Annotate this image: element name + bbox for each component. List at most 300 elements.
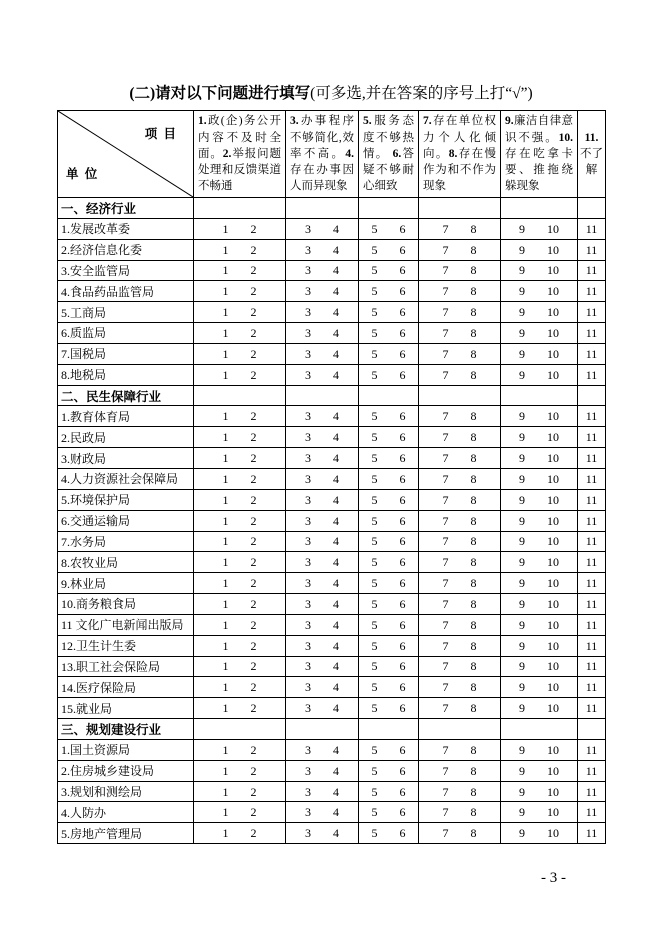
option-number: 9 — [519, 555, 525, 570]
option-pair — [286, 660, 358, 672]
option-cell — [286, 468, 359, 489]
option-pair — [419, 431, 500, 443]
option-pair — [578, 702, 605, 714]
option-number: 7 — [442, 742, 449, 757]
option-pair — [501, 285, 577, 297]
option-cell — [194, 489, 286, 510]
option-cell — [501, 218, 578, 239]
option-number: 1 — [222, 242, 229, 257]
unit-row — [58, 573, 606, 594]
option-pair — [286, 223, 358, 235]
unit-row — [58, 698, 606, 719]
option-cell — [286, 698, 359, 719]
option-number: 3 — [305, 784, 311, 799]
option-cell — [194, 698, 286, 719]
option-cell — [286, 552, 359, 573]
option-number: 8 — [470, 325, 477, 340]
empty-cell — [359, 719, 419, 740]
option-number: 7 — [442, 242, 449, 257]
option-number: 4 — [333, 409, 339, 424]
option-pair — [286, 786, 358, 798]
option-pair — [419, 640, 500, 652]
option-cell — [194, 406, 286, 427]
section-row — [58, 198, 606, 219]
option-number: 7 — [442, 534, 449, 549]
option-cell — [501, 594, 578, 615]
option-cell — [286, 302, 359, 323]
option-cell — [359, 302, 419, 323]
column-header-4: 7.存在单位权力个人化倾向。8.存在慢作为和不作为现象 — [419, 111, 501, 198]
option-pair — [286, 577, 358, 589]
option-cell — [286, 760, 359, 781]
option-number: 1 — [222, 492, 229, 507]
option-pair — [578, 765, 605, 777]
option-pair — [578, 452, 605, 464]
option-cell — [419, 739, 501, 760]
option-cell — [578, 698, 606, 719]
option-number: 10 — [547, 346, 559, 361]
option-cell — [578, 343, 606, 364]
option-cell — [286, 239, 359, 260]
unit-cell: 5.工商局 — [58, 302, 194, 323]
option-number: 8 — [470, 742, 477, 757]
unit-row — [58, 364, 606, 385]
option-cell — [286, 448, 359, 469]
option-number: 3 — [305, 596, 311, 611]
option-number: 10 — [547, 617, 559, 632]
option-pair — [194, 619, 285, 631]
option-number: 2 — [250, 534, 257, 549]
option-pair — [501, 640, 577, 652]
option-number: 11 — [585, 680, 598, 695]
column-header-1: 1.政(企)务公开内容不及时全面。2.举报问题处理和反馈渠道不畅通 — [194, 111, 286, 198]
option-number: 9 — [519, 367, 525, 382]
option-cell — [578, 635, 606, 656]
option-pair — [501, 410, 577, 422]
option-number: 9 — [519, 513, 525, 528]
option-number: 9 — [519, 576, 525, 591]
option-cell — [194, 739, 286, 760]
option-number: 4 — [333, 263, 339, 278]
option-pair — [501, 744, 577, 756]
empty-cell — [194, 385, 286, 406]
option-number: 1 — [222, 596, 229, 611]
option-pair — [194, 535, 285, 547]
unit-cell: 1.发展改革委 — [58, 218, 194, 239]
option-cell — [419, 468, 501, 489]
option-number: 2 — [250, 492, 257, 507]
empty-cell — [286, 385, 359, 406]
option-cell — [359, 468, 419, 489]
option-cell — [578, 656, 606, 677]
option-cell — [359, 510, 419, 531]
option-number: 10 — [547, 284, 559, 299]
option-pair — [194, 264, 285, 276]
option-pair — [419, 619, 500, 631]
option-cell — [286, 218, 359, 239]
option-pair — [286, 556, 358, 568]
option-number: 9 — [519, 284, 525, 299]
option-cell — [194, 239, 286, 260]
option-number: 10 — [547, 305, 559, 320]
option-pair — [578, 556, 605, 568]
option-cell — [419, 635, 501, 656]
option-cell — [359, 614, 419, 635]
option-number: 5 — [371, 242, 378, 257]
unit-cell: 8.地税局 — [58, 364, 194, 385]
option-number: 7 — [442, 555, 449, 570]
option-number: 3 — [305, 513, 311, 528]
option-cell — [286, 281, 359, 302]
option-number: 5 — [371, 596, 378, 611]
option-number: 1 — [222, 555, 229, 570]
option-pair — [194, 786, 285, 798]
option-cell — [194, 802, 286, 823]
option-number: 7 — [442, 409, 449, 424]
option-number: 3 — [305, 701, 311, 716]
option-number: 1 — [222, 430, 229, 445]
option-number: 5 — [371, 367, 378, 382]
option-number: 5 — [371, 555, 378, 570]
option-cell — [359, 781, 419, 802]
option-number: 7 — [442, 680, 449, 695]
option-pair — [194, 452, 285, 464]
option-pair — [359, 515, 418, 527]
option-number: 4 — [333, 534, 339, 549]
option-cell — [359, 656, 419, 677]
option-number: 11 — [585, 701, 598, 716]
option-number: 2 — [250, 784, 257, 799]
option-pair — [501, 515, 577, 527]
option-number: 3 — [305, 680, 311, 695]
option-number: 4 — [333, 305, 339, 320]
option-number: 6 — [399, 305, 406, 320]
option-cell — [501, 343, 578, 364]
option-pair — [194, 327, 285, 339]
option-number: 5 — [371, 409, 378, 424]
option-number: 5 — [371, 284, 378, 299]
option-pair — [194, 306, 285, 318]
option-pair — [194, 681, 285, 693]
option-number: 9 — [519, 826, 525, 841]
option-pair — [286, 681, 358, 693]
option-pair — [419, 598, 500, 610]
option-pair — [419, 410, 500, 422]
unit-cell: 12.卫生计生委 — [58, 635, 194, 656]
option-cell — [578, 760, 606, 781]
option-number: 10 — [547, 659, 559, 674]
option-pair — [286, 515, 358, 527]
option-number: 7 — [442, 784, 449, 799]
option-number: 4 — [333, 284, 339, 299]
unit-row — [58, 552, 606, 573]
option-number: 3 — [305, 826, 311, 841]
option-cell — [359, 489, 419, 510]
option-pair — [359, 410, 418, 422]
option-number: 10 — [547, 471, 559, 486]
option-cell — [359, 677, 419, 698]
option-pair — [578, 598, 605, 610]
option-pair — [194, 369, 285, 381]
option-cell — [286, 781, 359, 802]
option-number: 4 — [333, 617, 339, 632]
option-cell — [359, 573, 419, 594]
option-cell — [286, 260, 359, 281]
option-number: 10 — [547, 826, 559, 841]
unit-row — [58, 510, 606, 531]
option-pair — [501, 577, 577, 589]
empty-cell — [501, 385, 578, 406]
option-number: 1 — [222, 763, 229, 778]
title-main: (二)请对以下问题进行填写 — [129, 85, 311, 102]
option-pair — [194, 702, 285, 714]
option-number: 8 — [470, 576, 477, 591]
option-number: 8 — [470, 367, 477, 382]
option-number: 10 — [547, 742, 559, 757]
option-number: 3 — [305, 805, 311, 820]
option-number: 2 — [250, 701, 257, 716]
unit-row — [58, 448, 606, 469]
option-number: 10 — [547, 784, 559, 799]
option-pair — [501, 327, 577, 339]
option-cell — [359, 427, 419, 448]
option-cell — [578, 594, 606, 615]
option-number: 4 — [333, 430, 339, 445]
option-pair — [501, 431, 577, 443]
option-pair — [419, 473, 500, 485]
option-cell — [419, 614, 501, 635]
option-pair — [578, 681, 605, 693]
option-number: 6 — [399, 346, 406, 361]
option-pair — [359, 452, 418, 464]
option-pair — [501, 244, 577, 256]
option-number: 1 — [222, 617, 229, 632]
option-number: 1 — [222, 471, 229, 486]
unit-cell: 2.住房城乡建设局 — [58, 760, 194, 781]
empty-cell — [501, 198, 578, 219]
empty-cell — [419, 385, 501, 406]
option-pair — [359, 556, 418, 568]
option-cell — [194, 448, 286, 469]
option-number: 6 — [399, 617, 406, 632]
option-number: 11 — [585, 513, 598, 528]
option-number: 5 — [371, 263, 378, 278]
option-number: 2 — [250, 284, 257, 299]
option-pair — [286, 327, 358, 339]
option-number: 11 — [585, 555, 598, 570]
option-cell — [578, 614, 606, 635]
option-cell — [419, 260, 501, 281]
option-pair — [194, 223, 285, 235]
option-cell — [286, 739, 359, 760]
option-number: 2 — [250, 763, 257, 778]
option-pair — [359, 786, 418, 798]
option-number: 9 — [519, 305, 525, 320]
empty-cell — [578, 385, 606, 406]
option-pair — [194, 473, 285, 485]
option-number: 5 — [371, 513, 378, 528]
option-number: 9 — [519, 784, 525, 799]
option-pair — [578, 744, 605, 756]
option-number: 1 — [222, 659, 229, 674]
section-title-cell: 三、规划建设行业 — [58, 719, 194, 740]
option-cell — [501, 468, 578, 489]
option-pair — [419, 452, 500, 464]
option-number: 11 — [585, 784, 598, 799]
option-cell — [419, 573, 501, 594]
option-number: 10 — [547, 763, 559, 778]
option-number: 7 — [442, 596, 449, 611]
option-pair — [501, 264, 577, 276]
option-number: 6 — [399, 492, 406, 507]
option-pair — [578, 285, 605, 297]
option-number: 9 — [519, 638, 525, 653]
option-number: 6 — [399, 534, 406, 549]
option-pair — [194, 744, 285, 756]
option-number: 10 — [547, 638, 559, 653]
option-number: 5 — [371, 430, 378, 445]
option-cell — [359, 635, 419, 656]
option-cell — [578, 677, 606, 698]
option-pair — [194, 348, 285, 360]
option-number: 3 — [305, 534, 311, 549]
option-pair — [194, 806, 285, 818]
survey-table — [57, 110, 606, 844]
option-cell — [419, 281, 501, 302]
option-cell — [359, 531, 419, 552]
option-pair — [194, 598, 285, 610]
option-number: 9 — [519, 492, 525, 507]
option-number: 7 — [442, 430, 449, 445]
unit-cell: 2.经济信息化委 — [58, 239, 194, 260]
option-number: 5 — [371, 701, 378, 716]
option-number: 10 — [547, 367, 559, 382]
option-cell — [501, 823, 578, 844]
option-number: 6 — [399, 742, 406, 757]
option-pair — [359, 348, 418, 360]
unit-row — [58, 260, 606, 281]
option-cell — [194, 552, 286, 573]
option-number: 2 — [250, 826, 257, 841]
option-pair — [359, 619, 418, 631]
option-number: 10 — [547, 596, 559, 611]
option-number: 5 — [371, 305, 378, 320]
option-pair — [194, 410, 285, 422]
option-pair — [501, 494, 577, 506]
option-number: 2 — [250, 242, 257, 257]
option-number: 3 — [305, 555, 311, 570]
option-number: 9 — [519, 221, 525, 236]
option-pair — [359, 535, 418, 547]
option-cell — [501, 614, 578, 635]
option-cell — [194, 302, 286, 323]
option-number: 3 — [305, 617, 311, 632]
option-pair — [578, 535, 605, 547]
unit-cell: 4.人力资源社会保障局 — [58, 468, 194, 489]
option-number: 8 — [470, 784, 477, 799]
option-cell — [359, 698, 419, 719]
option-cell — [359, 802, 419, 823]
option-number: 2 — [250, 409, 257, 424]
option-number: 11 — [585, 576, 598, 591]
option-cell — [419, 302, 501, 323]
option-number: 9 — [519, 534, 525, 549]
option-pair — [359, 577, 418, 589]
option-number: 7 — [442, 576, 449, 591]
option-pair — [286, 640, 358, 652]
option-number: 6 — [399, 576, 406, 591]
option-number: 8 — [470, 659, 477, 674]
option-number: 4 — [333, 763, 339, 778]
option-cell — [359, 343, 419, 364]
option-cell — [419, 510, 501, 531]
option-number: 2 — [250, 451, 257, 466]
option-cell — [286, 531, 359, 552]
unit-row — [58, 531, 606, 552]
option-pair — [501, 348, 577, 360]
unit-row — [58, 323, 606, 344]
option-number: 5 — [371, 805, 378, 820]
option-number: 8 — [470, 242, 477, 257]
option-number: 1 — [222, 680, 229, 695]
option-cell — [359, 823, 419, 844]
option-cell — [419, 656, 501, 677]
option-number: 2 — [250, 430, 257, 445]
option-number: 4 — [333, 367, 339, 382]
option-pair — [419, 577, 500, 589]
unit-cell: 5.环境保护局 — [58, 489, 194, 510]
option-cell — [286, 677, 359, 698]
option-number: 1 — [222, 346, 229, 361]
option-cell — [419, 760, 501, 781]
option-number: 8 — [470, 430, 477, 445]
section-title-cell: 一、经济行业 — [58, 198, 194, 219]
option-cell — [578, 427, 606, 448]
option-number: 4 — [333, 784, 339, 799]
option-pair — [501, 556, 577, 568]
option-number: 1 — [222, 305, 229, 320]
option-number: 7 — [442, 305, 449, 320]
option-cell — [578, 781, 606, 802]
option-cell — [419, 698, 501, 719]
option-pair — [194, 515, 285, 527]
option-cell — [419, 531, 501, 552]
option-number: 6 — [399, 596, 406, 611]
option-number: 2 — [250, 263, 257, 278]
option-cell — [359, 239, 419, 260]
option-number: 7 — [442, 284, 449, 299]
option-pair — [578, 431, 605, 443]
option-number: 7 — [442, 451, 449, 466]
option-cell — [286, 406, 359, 427]
option-pair — [501, 306, 577, 318]
option-number: 3 — [305, 492, 311, 507]
unit-row — [58, 427, 606, 448]
option-cell — [194, 323, 286, 344]
option-cell — [359, 760, 419, 781]
option-pair — [359, 306, 418, 318]
option-number: 8 — [470, 305, 477, 320]
option-cell — [286, 364, 359, 385]
option-number: 10 — [547, 680, 559, 695]
empty-cell — [194, 198, 286, 219]
option-number: 2 — [250, 638, 257, 653]
option-number: 6 — [399, 659, 406, 674]
empty-cell — [359, 385, 419, 406]
option-number: 11 — [585, 305, 598, 320]
option-cell — [578, 739, 606, 760]
unit-cell: 14.医疗保险局 — [58, 677, 194, 698]
